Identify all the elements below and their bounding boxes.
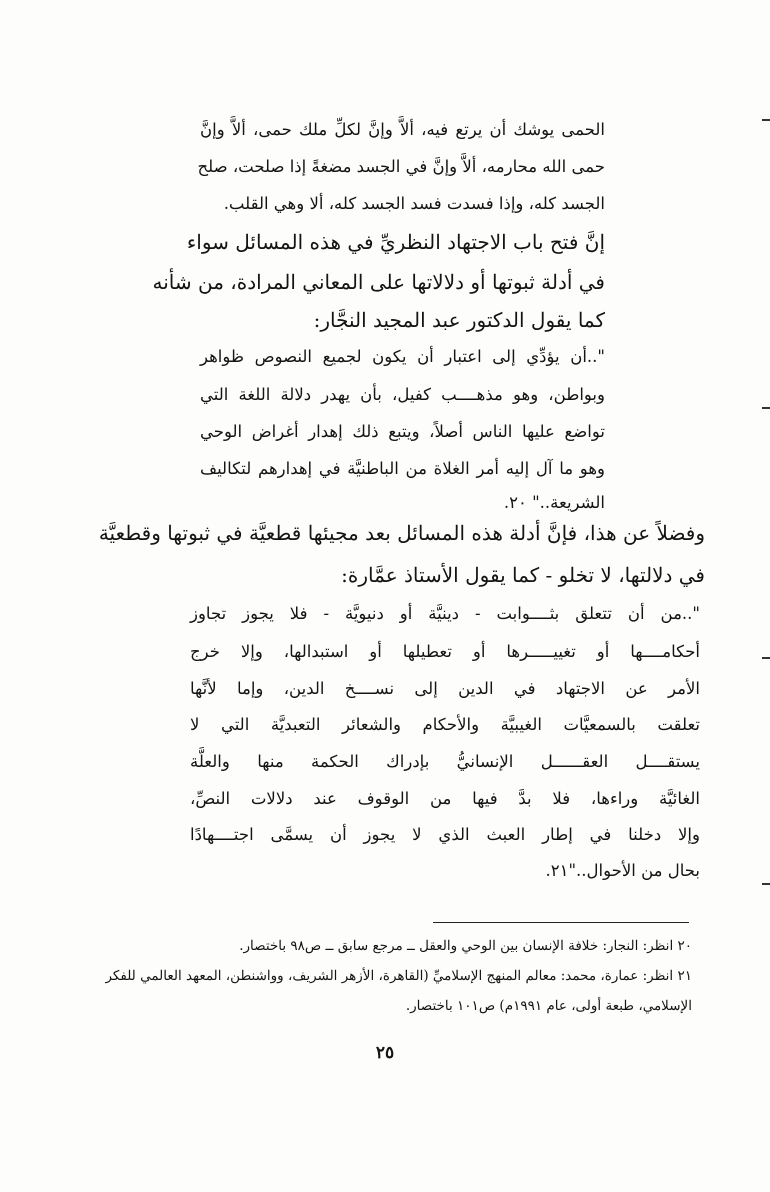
- quote3-line-8: بحال من الأحوال.."٢١.: [545, 861, 700, 880]
- quote3-line-4: تعلقت بالسمعيَّات الغيبيَّة والأحكام والشعائر التعبديَّة التي لا: [190, 715, 700, 734]
- quote2-line-4: وهو ما آل إليه أمر الغلاة من الباطنيَّة في إهدارهم لتكاليف: [200, 459, 605, 478]
- quote3-line-5: يستقــــل العقــــــل الإنسانيُّ بإدراك الحكمة منها والعلَّة: [190, 752, 700, 771]
- footnote-20: ٢٠ انظر: النجار: خلافة الإنسان بين الوحي والعقل ــ مرجع سابق ــ ص٩٨ باختصار.: [239, 938, 692, 954]
- para1-line-2: في أدلة ثبوتها أو دلالاتها على المعاني المرادة، من شأنه: [152, 270, 605, 294]
- quote3-line-6: الغائيَّة وراءها، فلا بدَّ فيها من الوقوف عند دلالات النصِّ،: [190, 789, 700, 808]
- quote3-line-3: الأمر عن الاجتهاد في الدين إلى نســــخ الدين، وإما لأنَّها: [190, 679, 700, 698]
- scan-mark: [762, 407, 770, 409]
- quote1-line-1: الحمى يوشك أن يرتع فيه، ألاَّ وإنَّ لكلِّ ملك حمى، ألاَّ وإنَّ: [200, 120, 605, 139]
- para1-line-1: إنَّ فتح باب الاجتهاد النظريِّ في هذه المسائل سواء: [186, 230, 605, 254]
- quote3-line-7: وإلا دخلنا في إطار العبث الذي لا يجوز أن يسمَّى اجتــــهادًا: [190, 825, 700, 844]
- footnote-21-line-2: الإسلامي، طبعة أولى، عام ١٩٩١م) ص١٠١ باختصار.: [405, 998, 692, 1014]
- para2-line-2: في دلالتها، لا تخلو - كما يقول الأستاذ عمَّارة:: [341, 563, 705, 587]
- quote1-line-3: الجسد كله، وإذا فسدت فسد الجسد كله، ألا وهي القلب.: [223, 194, 605, 213]
- footnote-separator: [433, 922, 689, 923]
- quote2-line-3: تواضع عليها الناس أصلاً، ويتبع ذلك إهدار أغراض الوحي: [200, 422, 605, 441]
- quote2-line-1: "..أن يؤدِّي إلى اعتبار أن يكون لجميع النصوص ظواهر: [200, 347, 605, 366]
- scan-mark: [762, 657, 770, 659]
- quote2-line-2: وبواطن، وهو مذهــــب كفيل، بأن يهدر دلالة اللغة التي: [200, 385, 605, 404]
- quote2-line-5: الشريعة.." ٢٠.: [503, 493, 605, 512]
- para1-line-3: كما يقول الدكتور عبد المجيد النجَّار:: [313, 308, 605, 332]
- scan-mark: [762, 883, 770, 885]
- quote3-line-1: "..من أن تتعلق بثــــوابت - دينيَّة أو دنيويَّة - فلا يجوز تجاوز: [190, 604, 700, 623]
- scan-mark: [762, 119, 770, 121]
- page-number: ٢٥: [375, 1043, 395, 1063]
- footnote-21-line-1: ٢١ انظر: عمارة، محمد: معالم المنهج الإسلاميِّ (القاهرة، الأزهر الشريف، وواشنطن، المعهد العالمي للفكر: [105, 968, 692, 984]
- para2-line-1: وفضلاً عن هذا، فإنَّ أدلة هذه المسائل بعد مجيئها قطعيَّة في ثبوتها وقطعيَّة: [98, 521, 705, 545]
- quote1-line-2: حمى الله محارمه، ألاَّ وإنَّ في الجسد مضغةً إذا صلحت، صلح: [197, 157, 605, 176]
- quote3-line-2: أحكامــــها أو تغييـــــرها أو تعطيلها أو استبدالها، وإلا خرج: [190, 642, 700, 661]
